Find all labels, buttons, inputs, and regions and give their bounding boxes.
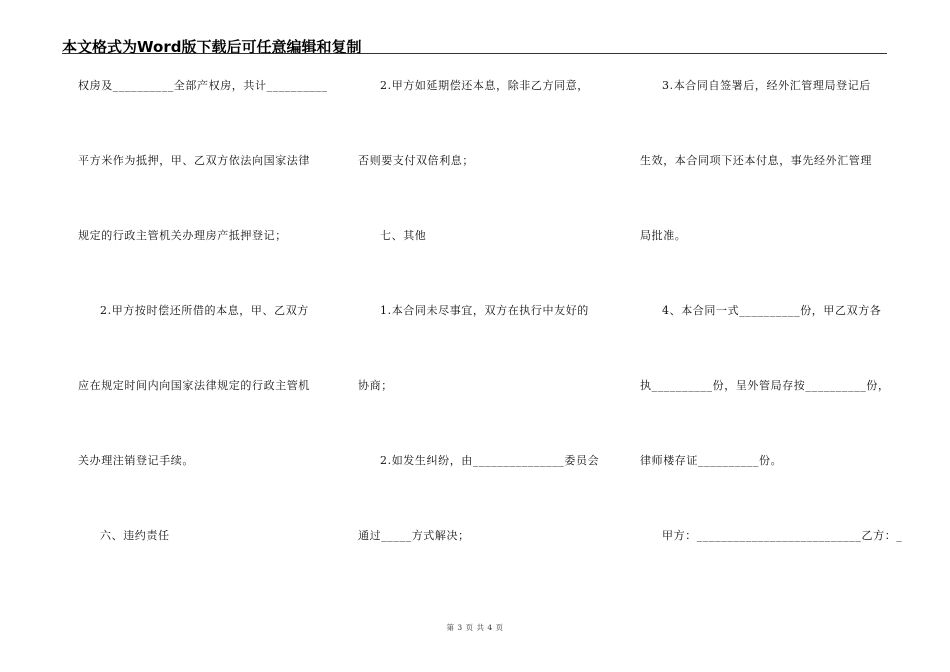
header-divider bbox=[62, 53, 887, 54]
text-line: 3.本合同自签署后，经外汇管理局登记后 bbox=[662, 79, 871, 92]
section-heading: 六、违约责任 bbox=[100, 529, 170, 542]
text-line: 平方米作为抵押，甲、乙双方依法向国家法律 bbox=[78, 154, 310, 167]
text-line: 规定的行政主管机关办理房产抵押登记； bbox=[78, 229, 287, 242]
text-line: 否则要支付双倍利息； bbox=[358, 154, 474, 167]
section-heading: 七、其他 bbox=[380, 229, 427, 242]
text-line: 1.本合同未尽事宜，双方在执行中友好的 bbox=[380, 304, 589, 317]
text-line: 应在规定时间内向国家法律规定的行政主管机 bbox=[78, 379, 310, 392]
text-line: 局批准。 bbox=[640, 229, 687, 242]
text-line: 生效，本合同项下还本付息，事先经外汇管理 bbox=[640, 154, 872, 167]
text-line: 执__________份，呈外管局存按__________份， bbox=[640, 379, 890, 392]
signature-line: 甲方：___________________________乙方：_ bbox=[662, 529, 903, 542]
text-line: 律师楼存证__________份。 bbox=[640, 454, 783, 467]
text-line: 2.甲方按时偿还所借的本息，甲、乙双方 bbox=[100, 304, 309, 317]
text-line: 2.如发生纠纷，由_______________委员会 bbox=[380, 454, 600, 467]
text-line: 2.甲方如延期偿还本息，除非乙方同意， bbox=[380, 79, 589, 92]
text-line: 4、本合同一式__________份，甲乙双方各 bbox=[662, 304, 882, 317]
document-header-title: 本文格式为Word版下载后可任意编辑和复制 bbox=[62, 38, 362, 56]
text-line: 关办理注销登记手续。 bbox=[78, 454, 194, 467]
text-line: 权房及__________全部产权房，共计__________ bbox=[78, 79, 328, 92]
text-line: 通过_____方式解决； bbox=[358, 529, 470, 542]
text-line: 协商； bbox=[358, 379, 393, 392]
page-number: 第 3 页 共 4 页 bbox=[446, 623, 504, 632]
